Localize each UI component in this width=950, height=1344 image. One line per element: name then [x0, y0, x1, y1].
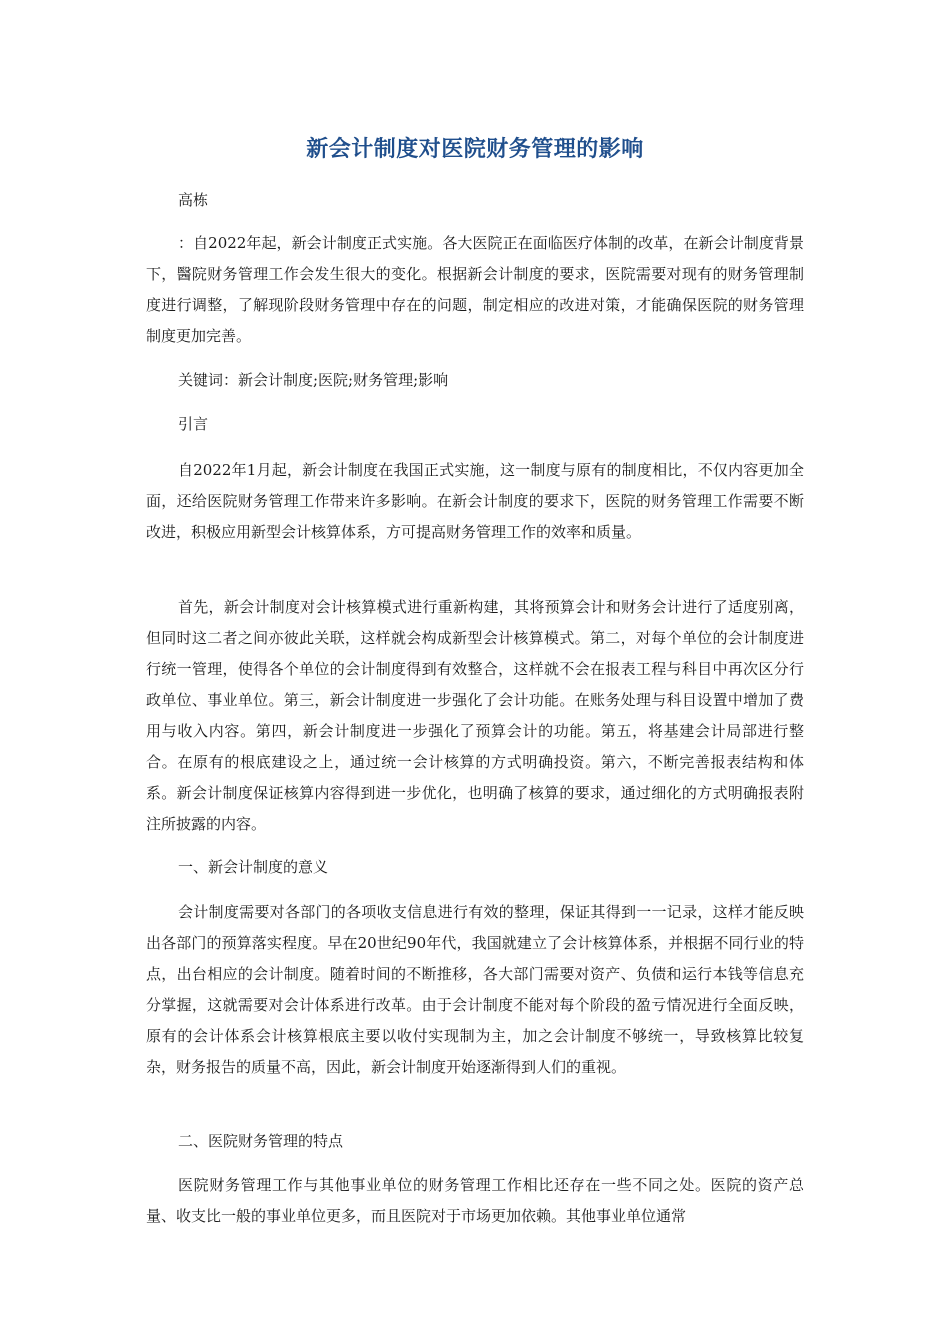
document-title: 新会计制度对医院财务管理的影响	[306, 137, 644, 162]
section2-paragraph: 医院财务管理工作与其他事业单位的财务管理工作相比还存在一些不同之处。医院的资产总量、收支比一般的事业单位更多，而且医院对于市场更加依赖。其他事业单位通常	[146, 1176, 804, 1225]
section1-paragraph: 会计制度需要对各部门的各项收支信息进行有效的整理，保证其得到一一记录，这样才能反映出各部门的预算落实程度。早在20世纪90年代，我国就建立了会计核算体系，并根据不同行业的特点，出台相应的会计制度。随着时间的不断推移，各大部门需要对资产、负债和运行本钱等信息充分掌握，这就需要对会计体系进行改革。由于会计制度不能对每个阶段的盈亏情况进行全面反映，原有的会计体系会计核算根底主要以收付实现制为主，加之会计制度不够统一，导致核算比较复杂，财务报告的质量不高，因此，新会计制度开始逐渐得到人们的重视。	[146, 903, 804, 1076]
body-paragraph-first: 首先，新会计制度对会计核算模式进行重新构建，其将预算会计和财务会计进行了适度别离，但同时这二者之间亦彼此关联，这样就会构成新型会计核算模式。第二，对每个单位的会计制度进行统一管理，使得各个单位的会计制度得到有效整合，这样就不会在报表工程与科目中再次区分行政单位、事业单位。第三，新会计制度进一步强化了会计功能。在账务处理与科目设置中增加了费用与收入内容。第四，新会计制度进一步强化了预算会计的功能。第五，将基建会计局部进行整合。在原有的根底建设之上，通过统一会计核算的方式明确投资。第六，不断完善报表结构和体系。新会计制度保证核算内容得到进一步优化，也明确了核算的要求，通过细化的方式明确报表附注所披露的内容。	[146, 598, 804, 833]
intro-paragraph: 自2022年1月起，新会计制度在我国正式实施，这一制度与原有的制度相比，不仅内容更加全面，还给医院财务管理工作带来许多影响。在新会计制度的要求下，医院的财务管理工作需要不断改进，积极应用新型会计核算体系，方可提高财务管理工作的效率和质量。	[146, 461, 804, 541]
keywords-line: 关键词：新会计制度;医院;财务管理;影响	[178, 371, 449, 389]
abstract-paragraph: ：自2022年起，新会计制度正式实施。各大医院正在面临医疗体制的改革，在新会计制度背景下，醫院财务管理工作会发生很大的变化。根据新会计制度的要求，医院需要对现有的财务管理制度进行调整，了解现阶段财务管理中存在的问题，制定相应的改进对策，才能确保医院的财务管理制度更加完善。	[146, 234, 804, 345]
section1-heading: 一、新会计制度的意义	[178, 858, 329, 876]
intro-heading: 引言	[178, 415, 209, 433]
author-name: 高栋	[178, 191, 209, 209]
section2-heading: 二、医院财务管理的特点	[178, 1132, 344, 1150]
